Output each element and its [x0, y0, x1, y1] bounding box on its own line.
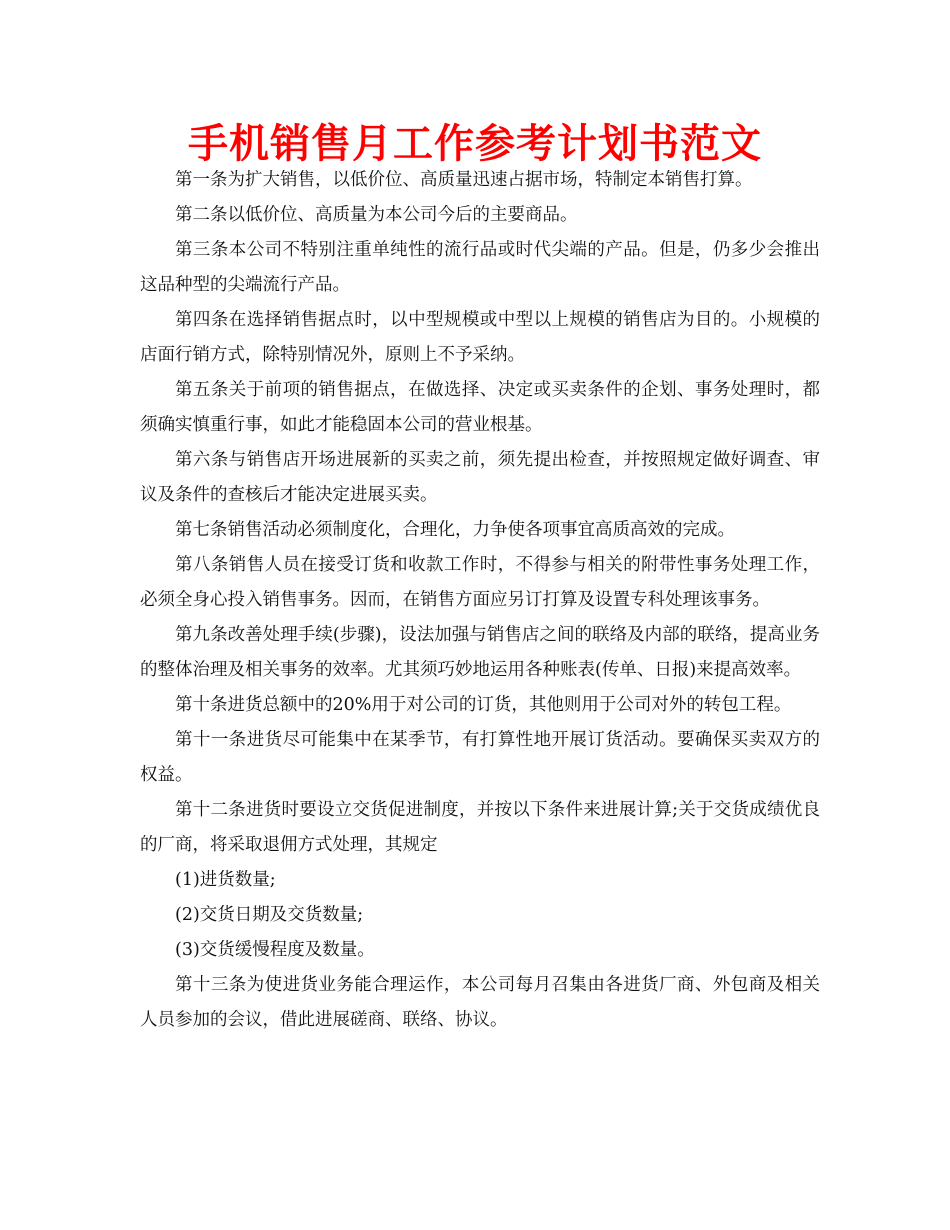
paragraph-article-6: 第六条与销售店开场进展新的买卖之前，须先提出检查，并按照规定做好调查、审议及条件的查核后才能决定进展买卖。 — [140, 450, 820, 505]
paragraph-article-1: 第一条为扩大销售，以低价位、高质量迅速占据市场，特制定本销售打算。 — [175, 170, 753, 190]
paragraph-article-10: 第十条进货总额中的20%用于对公司的订货，其他则用于公司对外的转包工程。 — [175, 695, 792, 715]
paragraph-article-3: 第三条本公司不特别注重单纯性的流行品或时代尖端的产品。但是，仍多少会推出这品种型的尖端流行产品。 — [140, 240, 820, 295]
document-body — [140, 163, 820, 1038]
paragraph-article-2: 第二条以低价位、高质量为本公司今后的主要商品。 — [175, 205, 578, 225]
paragraph-article-12: 第十二条进货时要设立交货促进制度，并按以下条件来进展计算;关于交货成绩优良的厂商，将采取退佣方式处理，其规定 — [140, 800, 820, 855]
paragraph-article-5: 第五条关于前项的销售据点，在做选择、决定或买卖条件的企划、事务处理时，都须确实慎重行事，如此才能稳固本公司的营业根基。 — [140, 380, 820, 435]
paragraph-article-7: 第七条销售活动必须制度化，合理化，力争使各项事宜高质高效的完成。 — [175, 520, 735, 540]
paragraph-article-11: 第十一条进货尽可能集中在某季节，有打算性地开展订货活动。要确保买卖双方的权益。 — [140, 730, 820, 785]
paragraph-article-8: 第八条销售人员在接受订货和收款工作时，不得参与相关的附带性事务处理工作，必须全身心投入销售事务。因而，在销售方面应另订打算及设置专科处理该事务。 — [140, 555, 820, 610]
document-title: 手机销售月工作参考计划书范文 — [188, 121, 762, 167]
list-item-3: (3)交货缓慢程度及数量。 — [175, 940, 375, 960]
paragraph-article-4: 第四条在选择销售据点时，以中型规模或中型以上规模的销售店为目的。小规模的店面行销方式，除特别情况外，原则上不予采纳。 — [140, 310, 820, 365]
list-item-2: (2)交货日期及交货数量; — [175, 905, 364, 925]
paragraph-article-13: 第十三条为使进货业务能合理运作，本公司每月召集由各进货厂商、外包商及相关人员参加的会议，借此进展磋商、联络、协议。 — [140, 975, 820, 1030]
paragraph-article-9: 第九条改善处理手续(步骤)，设法加强与销售店之间的联络及内部的联络，提高业务的整体治理及相关事务的效率。尤其须巧妙地运用各种账表(传单、日报)来提高效率。 — [140, 625, 820, 680]
list-item-1: (1)进货数量; — [175, 870, 276, 890]
